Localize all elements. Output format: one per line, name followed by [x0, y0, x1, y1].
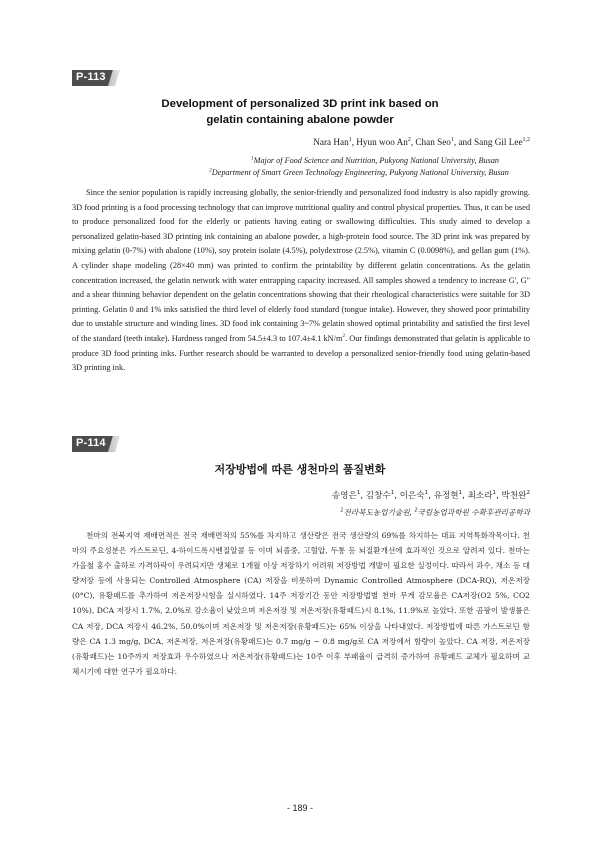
affiliations-en: $^1$Major of Food Science and Nutrition, Pukyong National University, Busan $^2$Department of Smart Green Technology Engineering, Pukyong National University, Busan: [209, 155, 509, 177]
author-list-en: Nara Han$^1$, Hyun woo An$^2$, Chan Seo$^1$, and Sang Gil Lee$^{1,2}$: [313, 136, 530, 147]
page-number: - 189 -: [286, 803, 313, 813]
paper-title-ko: 저장방법에 따른 생천마의 품질변화: [214, 463, 386, 476]
badge-label: P-113: [76, 71, 106, 83]
poster-badge-p114: [72, 436, 118, 452]
badge-label: P-114: [76, 437, 106, 449]
abstract-en: Since the senior population is rapidly increasing globally, the senior-friendly and personalized food industry is also rapidly growing. 3D food printing is a food processing technology that can improve nutritional quality and control physical properties. Thus, it can be used to produce personalized food for the elderly or patients having eating or swallowing difficulties. This study aimed to develop a personalized gelatin-based 3D printing ink containing an abalone powder, a high-protein food source. The 3D print ink was prepared by mixing gelatin (0-7%) with abalone (10%), soy protein isolate (4.5%), polydextrose (2.5%), vitamin C (0.0098%), and gellan gum (1%). A cylinder shape modeling (28×40 mm) was printed to confirm the printability by different gelatin concentrations. As the gelatin concentration increased, the gelatin network with water entrapping capacity increased. All samples showed a tendency to increase G', G" and a shear thinning behavior dependent on the gelatin concentrations showing that their rheological characteristics were suitable for 3D printing. Gelatin 0 and 1% inks satisfied the third level of elderly food standard (tongue intake). However, they showed poor printability due to unstable structure and winding lines. 3D food ink containing 3~7% gelatin showed optimal printability and satisfied the first level of the standard (teeth intake). Hardness ranged from 54.5±4.3 to 107.4±4.1 $kN/m^2$. Our findings demonstrated that gelatin is applicable to produce 3D food printing inks. Further research should be warranted to develop a personalized senior-friendly food using gelatin-based 3D printing ink.: [72, 188, 530, 373]
paper-title-en: Development of personalized 3D print ink based on gelatin containing abalone powder: [161, 98, 439, 126]
poster-badge-p113: [72, 70, 118, 86]
abstract-ko: 천마의 전북지역 재배면적은 전국 재배면적의 55%를 차지하고 생산량은 전국 생산량의 69%를 차지하는 대표 지역특화작목이다. 천마의 주요성분은 가스트로딘, 4-하이드록시벤질알콜 등 이며 뇌졸중, 고혈압, 두통 등 뇌질환개선에 효과적인 것으로 알려져 있다. 천마는 가을철 홍수 출하로 가격하락이 우려되지만 생체로 1개월 이상 저장하기 어려워 저장방법 개발이 필요한 실정이다. 따라서 과수, 채소 등 대량저장 등에 사용되는 Controlled Atmosphere (CA) 저장을 비롯하여 Dynamic Controlled Atmosphere (DCA-RQ), 저온저장(0°C), 유황패드를 추가하여 저온저장시험을 실시하였다. 14주 저장기간 동안 저장방법별 천마 무게 감모율은 CA저장(O2 5%, CO2 10%), DCA 저장시 1.7%, 2.0%로 감소율이 낮았으며 저온저장 및 저온저장(유황패드)시 8.1%, 11.9%로 높았다. 또한 곰팡이 발생률은 CA 저장, DCA 저장시 46.2%, 50.0%이며 저온저장 및 저온저장(유황패드)는 65% 이상을 나타내었다. 저장방법에 따른 가스트로딘 함량은 CA 1.3 mg/g, DCA, 저온저장, 저온저장(유황패드)는 0.7 mg/g ~ 0.8 mg/g로 CA 저장에서 함량이 높았다. CA 저장, 저온저장(유황패드)는 10주까지 저장효과 우수하였으나 저온저장(유황패드)는 10주 이후 부패율이 급격히 증가하여 유황패드 교체가 필요하며 교체시기에 대한 연구가 필요하다.: [72, 531, 530, 676]
affiliations-ko: $^1$전라북도농업기술원, $^2$국립농업과학원 수확후관리공학과: [340, 507, 530, 517]
author-list-ko: 송영은$^1$, 김창수$^1$, 이은숙$^1$, 유정현$^1$, 최소라$^1$, 박천완$^2$: [331, 490, 530, 501]
